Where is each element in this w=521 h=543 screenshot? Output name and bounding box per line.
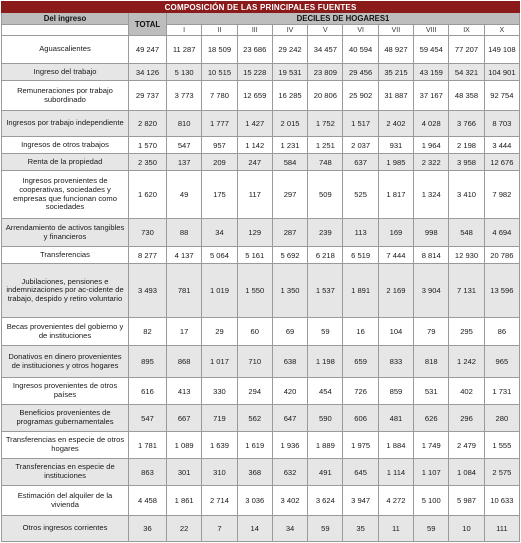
decile-cell-2: 1 017 xyxy=(202,346,237,378)
decile-cell-1: 1 089 xyxy=(167,432,202,459)
decile-cell-7: 7 444 xyxy=(378,247,413,264)
decile-cell-1: 3 773 xyxy=(167,81,202,111)
decile-cell-10: 111 xyxy=(484,516,519,542)
decile-cell-8: 626 xyxy=(414,405,449,432)
decile-cell-4: 34 xyxy=(272,516,307,542)
decile-cell-10: 965 xyxy=(484,346,519,378)
decile-cell-4: 287 xyxy=(272,219,307,247)
total-cell: 34 126 xyxy=(129,64,167,81)
decile-cell-1: 1 861 xyxy=(167,486,202,516)
decile-cell-4: 5 692 xyxy=(272,247,307,264)
decile-cell-5: 6 218 xyxy=(308,247,343,264)
total-cell: 616 xyxy=(129,378,167,405)
total-cell: 2 820 xyxy=(129,111,167,137)
row-label: Ingresos por trabajo independiente xyxy=(2,111,129,137)
decile-cell-3: 117 xyxy=(237,171,272,219)
total-cell: 547 xyxy=(129,405,167,432)
decile-cell-2: 5 064 xyxy=(202,247,237,264)
decile-cell-6: 606 xyxy=(343,405,378,432)
total-cell: 3 493 xyxy=(129,264,167,318)
decile-cell-8: 5 100 xyxy=(414,486,449,516)
row-label: Transferencias en especie de otros hogares xyxy=(2,432,129,459)
decile-cell-4: 584 xyxy=(272,154,307,171)
row-label: Jubilaciones, pensiones e indemnizaciones por ac-cidente de trabajo, despido y retiro voluntario xyxy=(2,264,129,318)
decile-cell-1: 301 xyxy=(167,459,202,486)
total-cell: 29 737 xyxy=(129,81,167,111)
decile-cell-4: 632 xyxy=(272,459,307,486)
decile-cell-5: 239 xyxy=(308,219,343,247)
row-label: Renta de la propiedad xyxy=(2,154,129,171)
table-body xyxy=(2,36,520,542)
decile-cell-8: 998 xyxy=(414,219,449,247)
decile-cell-8: 2 322 xyxy=(414,154,449,171)
table-row xyxy=(2,378,520,405)
income-composition-table-container xyxy=(1,1,519,542)
total-cell: 730 xyxy=(129,219,167,247)
decile-cell-8: 3 904 xyxy=(414,264,449,318)
decile-cell-10: 280 xyxy=(484,405,519,432)
total-column-header: TOTAL xyxy=(129,13,167,36)
decile-cell-2: 957 xyxy=(202,137,237,154)
decile-cell-6: 25 902 xyxy=(343,81,378,111)
decile-cell-9: 548 xyxy=(449,219,484,247)
decile-cell-2: 29 xyxy=(202,318,237,346)
decile-cell-4: 3 402 xyxy=(272,486,307,516)
decile-cell-6: 659 xyxy=(343,346,378,378)
table-row xyxy=(2,318,520,346)
row-label: Aguascalientes xyxy=(2,36,129,64)
decile-cell-7: 35 215 xyxy=(378,64,413,81)
decile-cell-10: 7 982 xyxy=(484,171,519,219)
row-label: Becas provenientes del gobierno y de instituciones xyxy=(2,318,129,346)
decile-cell-9: 3 958 xyxy=(449,154,484,171)
total-cell: 895 xyxy=(129,346,167,378)
decile-cell-5: 1 537 xyxy=(308,264,343,318)
total-cell: 36 xyxy=(129,516,167,542)
decile-cell-1: 810 xyxy=(167,111,202,137)
decile-cell-9: 402 xyxy=(449,378,484,405)
decile-cell-5: 1 889 xyxy=(308,432,343,459)
decile-cell-1: 5 130 xyxy=(167,64,202,81)
row-label: Donativos en dinero provenientes de instituciones y otros hogares xyxy=(2,346,129,378)
decile-cell-3: 129 xyxy=(237,219,272,247)
total-cell: 863 xyxy=(129,459,167,486)
decile-cell-3: 562 xyxy=(237,405,272,432)
decile-cell-3: 247 xyxy=(237,154,272,171)
decile-cell-5: 454 xyxy=(308,378,343,405)
decile-header-6: VI xyxy=(343,25,378,36)
decile-cell-3: 1 550 xyxy=(237,264,272,318)
decile-cell-8: 1 107 xyxy=(414,459,449,486)
decile-cell-1: 88 xyxy=(167,219,202,247)
row-label: Ingreso del trabajo xyxy=(2,64,129,81)
decile-cell-9: 2 479 xyxy=(449,432,484,459)
total-cell: 1 570 xyxy=(129,137,167,154)
decile-cell-9: 1 242 xyxy=(449,346,484,378)
decile-cell-7: 1 817 xyxy=(378,171,413,219)
total-cell: 82 xyxy=(129,318,167,346)
decile-cell-10: 3 444 xyxy=(484,137,519,154)
decile-cell-10: 92 754 xyxy=(484,81,519,111)
decile-cell-7: 931 xyxy=(378,137,413,154)
decile-cell-1: 4 137 xyxy=(167,247,202,264)
decile-cell-10: 20 786 xyxy=(484,247,519,264)
decile-cell-5: 20 806 xyxy=(308,81,343,111)
decile-cell-10: 4 694 xyxy=(484,219,519,247)
decile-cell-8: 59 xyxy=(414,516,449,542)
deciles-column-header: DECILES DE HOGARES1 xyxy=(167,13,520,25)
decile-cell-9: 1 084 xyxy=(449,459,484,486)
table-row xyxy=(2,405,520,432)
decile-cell-8: 37 167 xyxy=(414,81,449,111)
decile-cell-1: 781 xyxy=(167,264,202,318)
decile-cell-2: 1 639 xyxy=(202,432,237,459)
decile-cell-1: 667 xyxy=(167,405,202,432)
row-label: Ingresos de otros trabajos xyxy=(2,137,129,154)
table-row xyxy=(2,154,520,171)
decile-cell-1: 17 xyxy=(167,318,202,346)
table-row xyxy=(2,171,520,219)
decile-cell-5: 3 624 xyxy=(308,486,343,516)
decile-cell-1: 547 xyxy=(167,137,202,154)
decile-cell-4: 420 xyxy=(272,378,307,405)
decile-cell-5: 590 xyxy=(308,405,343,432)
decile-cell-5: 509 xyxy=(308,171,343,219)
decile-cell-6: 16 xyxy=(343,318,378,346)
concept-subheader-blank xyxy=(2,25,129,36)
table-row xyxy=(2,64,520,81)
decile-cell-8: 43 159 xyxy=(414,64,449,81)
decile-cell-2: 34 xyxy=(202,219,237,247)
decile-cell-3: 23 686 xyxy=(237,36,272,64)
decile-cell-10: 13 596 xyxy=(484,264,519,318)
decile-cell-2: 2 714 xyxy=(202,486,237,516)
decile-cell-7: 481 xyxy=(378,405,413,432)
table-row xyxy=(2,459,520,486)
decile-cell-10: 8 703 xyxy=(484,111,519,137)
table-row xyxy=(2,432,520,459)
row-label: Estimación del alquiler de la vivienda xyxy=(2,486,129,516)
table-row xyxy=(2,219,520,247)
decile-cell-9: 10 xyxy=(449,516,484,542)
decile-cell-7: 104 xyxy=(378,318,413,346)
decile-cell-9: 7 131 xyxy=(449,264,484,318)
decile-cell-7: 1 985 xyxy=(378,154,413,171)
decile-cell-7: 833 xyxy=(378,346,413,378)
decile-cell-10: 1 555 xyxy=(484,432,519,459)
decile-cell-10: 2 575 xyxy=(484,459,519,486)
table-row xyxy=(2,111,520,137)
decile-cell-9: 54 321 xyxy=(449,64,484,81)
decile-cell-5: 748 xyxy=(308,154,343,171)
decile-cell-6: 1 517 xyxy=(343,111,378,137)
decile-cell-4: 69 xyxy=(272,318,307,346)
decile-cell-5: 491 xyxy=(308,459,343,486)
decile-cell-10: 12 676 xyxy=(484,154,519,171)
decile-cell-7: 2 402 xyxy=(378,111,413,137)
decile-cell-7: 11 xyxy=(378,516,413,542)
decile-cell-1: 868 xyxy=(167,346,202,378)
decile-cell-6: 637 xyxy=(343,154,378,171)
row-label: Ingresos provenientes de otros países xyxy=(2,378,129,405)
total-cell: 4 458 xyxy=(129,486,167,516)
decile-cell-3: 294 xyxy=(237,378,272,405)
decile-cell-6: 1 891 xyxy=(343,264,378,318)
decile-cell-10: 86 xyxy=(484,318,519,346)
decile-cell-2: 330 xyxy=(202,378,237,405)
table-row xyxy=(2,36,520,64)
decile-cell-7: 1 884 xyxy=(378,432,413,459)
decile-cell-6: 113 xyxy=(343,219,378,247)
decile-cell-8: 531 xyxy=(414,378,449,405)
decile-cell-3: 368 xyxy=(237,459,272,486)
decile-cell-1: 22 xyxy=(167,516,202,542)
decile-cell-4: 2 015 xyxy=(272,111,307,137)
decile-cell-8: 59 454 xyxy=(414,36,449,64)
decile-cell-8: 1 749 xyxy=(414,432,449,459)
decile-cell-3: 1 619 xyxy=(237,432,272,459)
decile-cell-3: 1 142 xyxy=(237,137,272,154)
decile-cell-7: 4 272 xyxy=(378,486,413,516)
decile-cell-9: 48 358 xyxy=(449,81,484,111)
decile-cell-9: 77 207 xyxy=(449,36,484,64)
decile-cell-2: 209 xyxy=(202,154,237,171)
decile-cell-10: 104 901 xyxy=(484,64,519,81)
decile-cell-9: 3 766 xyxy=(449,111,484,137)
total-cell: 1 620 xyxy=(129,171,167,219)
decile-cell-4: 16 285 xyxy=(272,81,307,111)
table-row xyxy=(2,264,520,318)
decile-cell-9: 12 930 xyxy=(449,247,484,264)
decile-cell-5: 59 xyxy=(308,516,343,542)
decile-cell-5: 34 457 xyxy=(308,36,343,64)
decile-cell-6: 525 xyxy=(343,171,378,219)
decile-cell-2: 175 xyxy=(202,171,237,219)
decile-cell-4: 29 242 xyxy=(272,36,307,64)
table-row xyxy=(2,516,520,542)
decile-header-1: I xyxy=(167,25,202,36)
decile-cell-7: 31 887 xyxy=(378,81,413,111)
decile-cell-6: 35 xyxy=(343,516,378,542)
row-label: Arrendamiento de activos tangibles y financieros xyxy=(2,219,129,247)
decile-cell-7: 1 114 xyxy=(378,459,413,486)
decile-cell-2: 1 777 xyxy=(202,111,237,137)
decile-cell-2: 10 515 xyxy=(202,64,237,81)
decile-cell-7: 2 169 xyxy=(378,264,413,318)
decile-cell-2: 310 xyxy=(202,459,237,486)
decile-cell-5: 1 251 xyxy=(308,137,343,154)
decile-cell-2: 7 xyxy=(202,516,237,542)
decile-cell-1: 11 287 xyxy=(167,36,202,64)
decile-cell-8: 1 324 xyxy=(414,171,449,219)
table-row xyxy=(2,137,520,154)
table-row xyxy=(2,486,520,516)
decile-cell-3: 5 161 xyxy=(237,247,272,264)
decile-cell-4: 1 231 xyxy=(272,137,307,154)
decile-cell-1: 137 xyxy=(167,154,202,171)
decile-cell-4: 638 xyxy=(272,346,307,378)
total-cell: 1 781 xyxy=(129,432,167,459)
decile-cell-3: 3 036 xyxy=(237,486,272,516)
decile-cell-2: 18 509 xyxy=(202,36,237,64)
decile-cell-7: 169 xyxy=(378,219,413,247)
decile-cell-5: 1 752 xyxy=(308,111,343,137)
decile-cell-4: 1 350 xyxy=(272,264,307,318)
decile-cell-3: 15 228 xyxy=(237,64,272,81)
decile-header-8: VIII xyxy=(414,25,449,36)
decile-cell-2: 7 780 xyxy=(202,81,237,111)
decile-cell-4: 1 936 xyxy=(272,432,307,459)
decile-cell-3: 12 659 xyxy=(237,81,272,111)
row-label: Otros ingresos corrientes xyxy=(2,516,129,542)
table-row xyxy=(2,247,520,264)
decile-cell-1: 413 xyxy=(167,378,202,405)
decile-cell-7: 48 927 xyxy=(378,36,413,64)
table-title: COMPOSICIÓN DE LAS PRINCIPALES FUENTES xyxy=(2,2,520,13)
income-composition-table xyxy=(1,1,520,542)
decile-cell-4: 19 531 xyxy=(272,64,307,81)
decile-cell-8: 1 964 xyxy=(414,137,449,154)
decile-cell-10: 149 108 xyxy=(484,36,519,64)
decile-header-3: III xyxy=(237,25,272,36)
decile-cell-2: 1 019 xyxy=(202,264,237,318)
decile-cell-4: 647 xyxy=(272,405,307,432)
decile-cell-6: 2 037 xyxy=(343,137,378,154)
decile-header-4: IV xyxy=(272,25,307,36)
total-cell: 8 277 xyxy=(129,247,167,264)
decile-cell-3: 710 xyxy=(237,346,272,378)
decile-cell-5: 1 198 xyxy=(308,346,343,378)
decile-cell-6: 645 xyxy=(343,459,378,486)
decile-header-2: II xyxy=(202,25,237,36)
decile-cell-10: 1 731 xyxy=(484,378,519,405)
decile-cell-5: 23 809 xyxy=(308,64,343,81)
total-cell: 49 247 xyxy=(129,36,167,64)
table-row xyxy=(2,346,520,378)
decile-cell-10: 10 633 xyxy=(484,486,519,516)
decile-header-7: VII xyxy=(378,25,413,36)
decile-cell-9: 3 410 xyxy=(449,171,484,219)
row-label: Beneficios provenientes de programas gubernamentales xyxy=(2,405,129,432)
decile-cell-7: 859 xyxy=(378,378,413,405)
decile-cell-6: 40 594 xyxy=(343,36,378,64)
decile-cell-8: 8 814 xyxy=(414,247,449,264)
total-cell: 2 350 xyxy=(129,154,167,171)
concept-column-header: Del ingreso xyxy=(2,13,129,25)
row-label: Ingresos provenientes de cooperativas, sociedades y empresas que funcionan como sociedades xyxy=(2,171,129,219)
decile-cell-4: 297 xyxy=(272,171,307,219)
decile-cell-3: 60 xyxy=(237,318,272,346)
decile-header-9: IX xyxy=(449,25,484,36)
decile-cell-1: 49 xyxy=(167,171,202,219)
decile-cell-5: 59 xyxy=(308,318,343,346)
decile-cell-2: 719 xyxy=(202,405,237,432)
decile-cell-9: 295 xyxy=(449,318,484,346)
decile-cell-9: 5 987 xyxy=(449,486,484,516)
decile-cell-6: 29 456 xyxy=(343,64,378,81)
decile-cell-6: 1 975 xyxy=(343,432,378,459)
row-label: Remuneraciones por trabajo subordinado xyxy=(2,81,129,111)
decile-cell-8: 79 xyxy=(414,318,449,346)
decile-cell-8: 818 xyxy=(414,346,449,378)
decile-header-5: V xyxy=(308,25,343,36)
decile-cell-3: 14 xyxy=(237,516,272,542)
row-label: Transferencias en especie de instituciones xyxy=(2,459,129,486)
row-label: Transferencias xyxy=(2,247,129,264)
decile-cell-3: 1 427 xyxy=(237,111,272,137)
decile-header-10: X xyxy=(484,25,519,36)
decile-cell-9: 296 xyxy=(449,405,484,432)
table-row xyxy=(2,81,520,111)
decile-cell-9: 2 198 xyxy=(449,137,484,154)
decile-cell-6: 3 947 xyxy=(343,486,378,516)
decile-cell-6: 726 xyxy=(343,378,378,405)
decile-cell-6: 6 519 xyxy=(343,247,378,264)
decile-cell-8: 4 028 xyxy=(414,111,449,137)
